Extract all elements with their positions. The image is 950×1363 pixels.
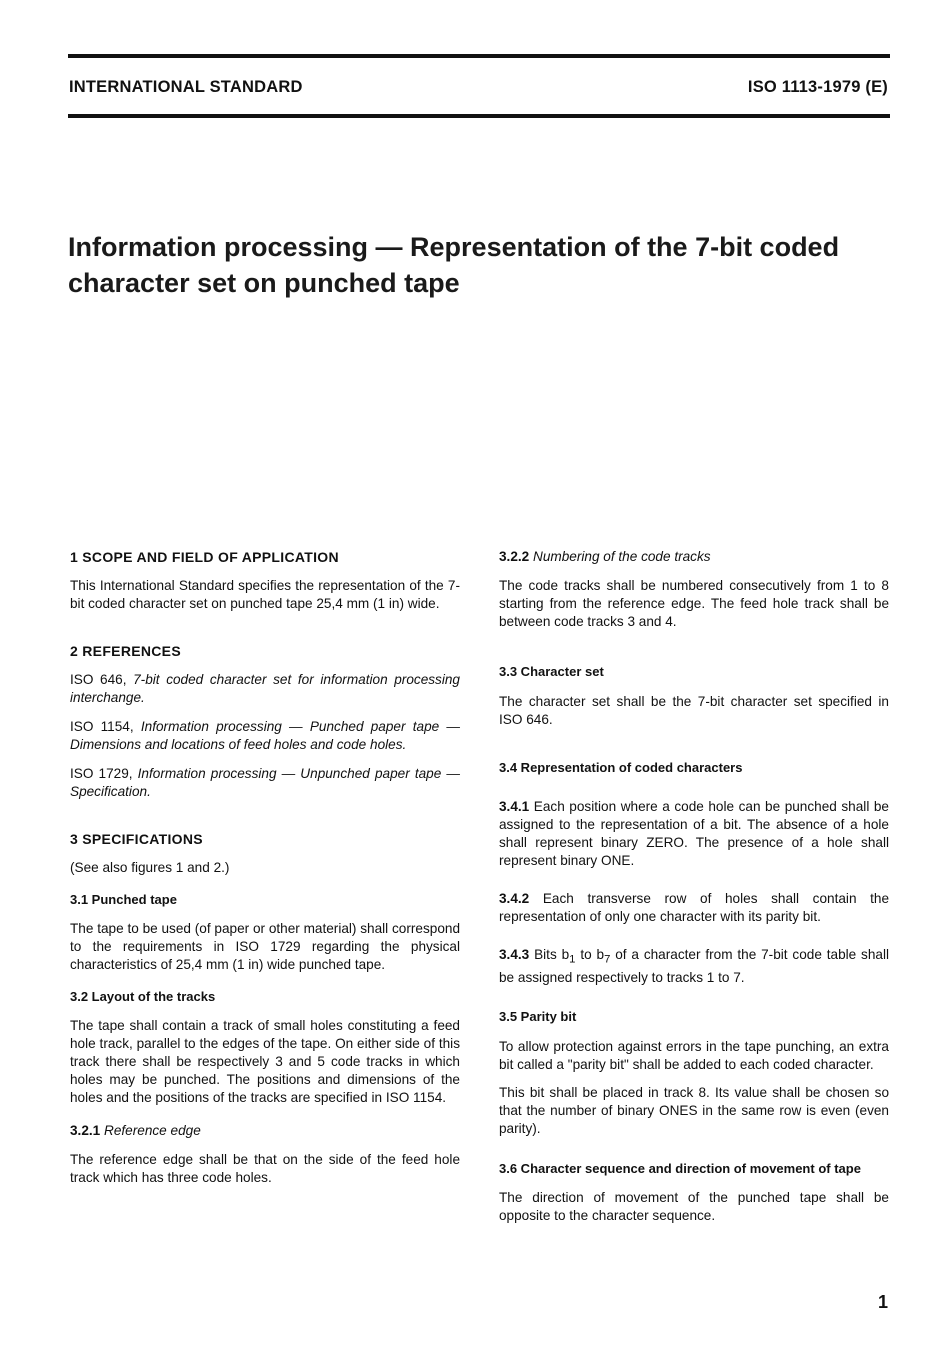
section-3-4-heading: 3.4 Representation of coded characters: [499, 760, 743, 775]
section-3-1-heading: 3.1 Punched tape: [70, 892, 177, 907]
section-number: 3.2.2: [499, 549, 530, 564]
section-3-4-1-body: [499, 798, 889, 870]
section-number: 3.4.3: [499, 947, 530, 962]
section-2-heading: 2 REFERENCES: [70, 643, 181, 659]
section-3-5-body-1: To allow protection against errors in the tape punching, an extra bit called a "parity bit" shall be added to each coded character.: [499, 1038, 889, 1072]
document-title: [68, 229, 888, 301]
section-3-2-2-heading: [499, 548, 889, 566]
section-1-heading: 1 SCOPE AND FIELD OF APPLICATION: [70, 549, 339, 565]
title-line-2: character set on punched tape: [68, 268, 460, 298]
reference-title: Information processing — Punched paper tape — Dimensions and locations of feed holes and code holes.: [70, 719, 461, 752]
text-post: of a character from the 7-bit code table shall be assigned respectively to tracks 1 to 7.: [499, 947, 890, 985]
document-type-label: INTERNATIONAL STANDARD: [69, 78, 303, 96]
section-title: Reference edge: [104, 1123, 201, 1138]
header-top-rule: [68, 54, 890, 58]
section-3-2-1-heading: [70, 1122, 460, 1140]
right-column: [499, 548, 889, 1225]
section-title: Numbering of the code tracks: [533, 549, 711, 564]
reference-title: 7-bit coded character set for information processing interchange.: [70, 672, 460, 705]
section-3-3-body: The character set shall be the 7-bit character set specified in ISO 646.: [499, 694, 889, 727]
reference-number: ISO 1729,: [70, 766, 133, 781]
reference-iso-1154: [70, 718, 460, 754]
header-bottom-rule: [68, 114, 890, 118]
section-3-2-body: The tape shall contain a track of small holes constituting a feed hole track, parallel to the edges of the tape. On either side of this track there shall be respectively 3 and 5 code tracks in which holes may be punched. The positions and dimensions of the holes and the positions of the tracks are specified in ISO 1154.: [70, 1018, 460, 1105]
section-3-2-1-body: The reference edge shall be that on the side of the feed hole track which has three code holes.: [70, 1152, 460, 1185]
page-number: 1: [878, 1292, 889, 1312]
section-3-2-heading: 3.2 Layout of the tracks: [70, 989, 216, 1004]
section-3-1-body: The tape to be used (of paper or other material) shall correspond to the requirements in ISO 1729 regarding the physical characteristics of 25,4 mm (1 in) wide punched tape.: [70, 921, 460, 972]
section-3-6-body: The direction of movement of the punched tape shall be opposite to the character sequence.: [499, 1189, 889, 1223]
section-3-note: (See also figures 1 and 2.): [70, 860, 230, 875]
standard-number: ISO 1113-1979 (E): [747, 78, 888, 96]
section-3-5-heading: 3.5 Parity bit: [499, 1008, 577, 1024]
text-mid: to b: [575, 947, 605, 962]
text-pre: Bits b: [534, 947, 570, 962]
section-3-2-2-body: The code tracks shall be numbered consecutively from 1 to 8 starting from the reference edge. The feed hole track shall be between code tracks 3 and 4.: [499, 578, 889, 629]
section-1-body: This International Standard specifies the representation of the 7-bit coded character set on punched tape 25,4 mm (1 in) wide.: [70, 578, 460, 611]
subscript-1: 1: [569, 953, 576, 966]
paragraph-text: Each transverse row of holes shall contain the representation of only one character with its parity bit.: [499, 891, 890, 924]
reference-number: ISO 646,: [70, 672, 127, 687]
reference-title: Information processing — Unpunched paper tape — Specification.: [70, 766, 460, 799]
section-3-6-heading: 3.6 Character sequence and direction of movement of tape: [499, 1160, 861, 1176]
section-number: 3.2.1: [70, 1123, 101, 1138]
section-number: 3.4.1: [499, 799, 530, 814]
reference-iso-646: [70, 671, 460, 707]
subscript-7: 7: [604, 953, 611, 966]
title-line-1: Information processing — Representation of the 7-bit coded: [68, 232, 840, 262]
section-3-4-2-body: [499, 890, 889, 926]
reference-iso-1729: [70, 765, 460, 801]
section-number: 3.4.2: [499, 891, 530, 906]
paragraph-text: Each position where a code hole can be punched shall be assigned to the representation of a bit. The absence of a hole shall represent binary ZERO. The presence of a hole shall represent binary ONE.: [499, 799, 889, 868]
section-3-5-body-2: This bit shall be placed in track 8. Its value shall be chosen so that the number of binary ONES in the same row is even (even parity).: [499, 1084, 889, 1136]
left-column: [70, 548, 460, 1187]
reference-number: ISO 1154,: [70, 719, 134, 734]
section-3-4-3-body: [499, 946, 889, 987]
section-3-heading: 3 SPECIFICATIONS: [70, 831, 203, 847]
section-3-3-heading: 3.3 Character set: [499, 664, 604, 679]
